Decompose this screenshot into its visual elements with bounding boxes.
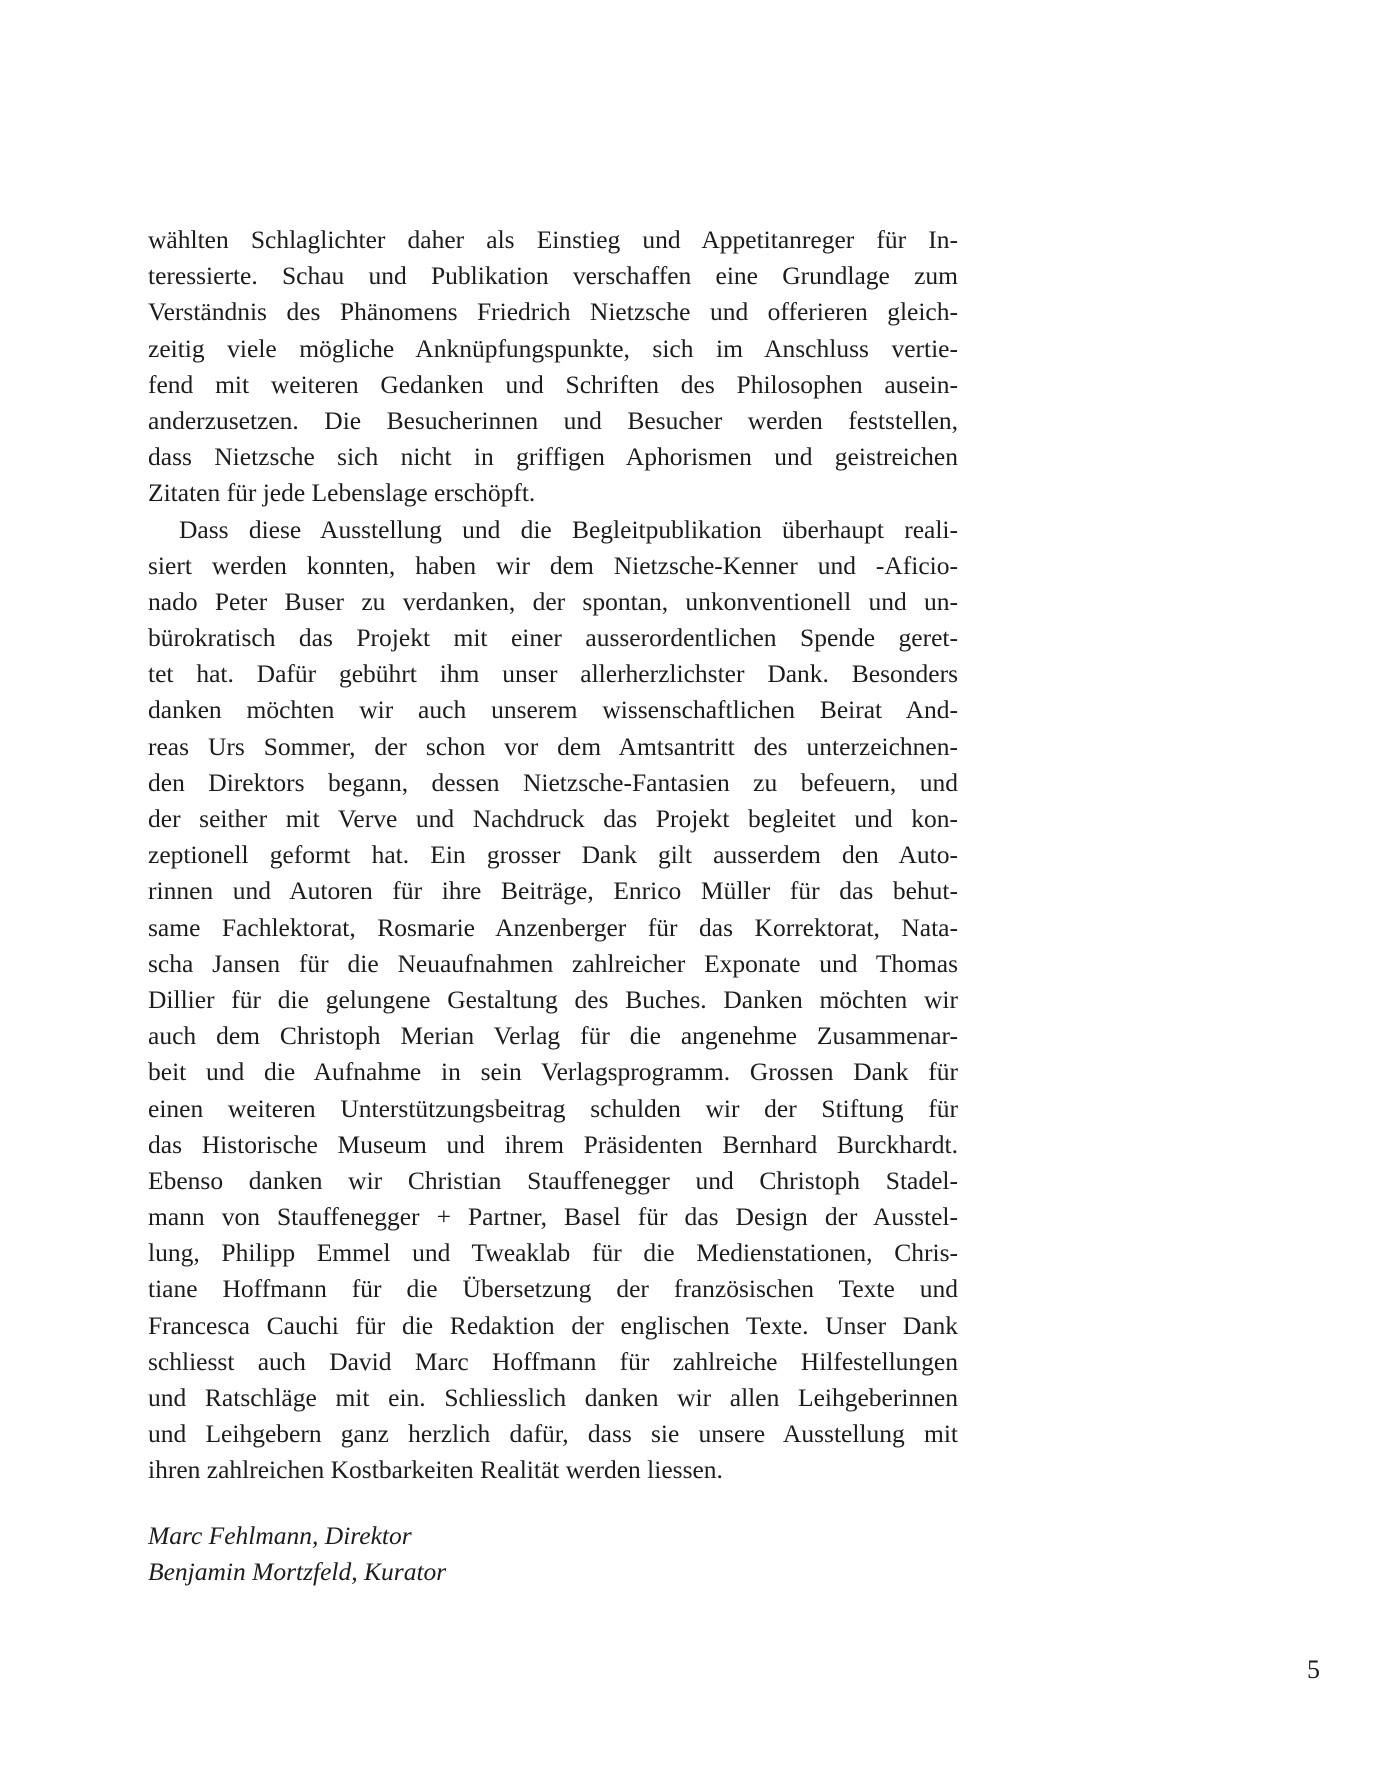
text-line: rinnen und Autoren für ihre Beiträge, Enrico Müller für das behut-: [148, 876, 958, 906]
text-line: Dillier für die gelungene Gestaltung des Buches. Danken möchten wir: [148, 984, 958, 1014]
signature-curator: Benjamin Mortzfeld, Kurator: [148, 1557, 447, 1587]
text-line: Francesca Cauchi für die Redaktion der englischen Texte. Unser Dank: [148, 1310, 958, 1340]
text-line: den Direktors begann, dessen Nietzsche-Fantasien zu befeuern, und: [148, 767, 958, 797]
signature-block: [148, 1518, 446, 1590]
text-line: lung, Philipp Emmel und Tweaklab für die Medienstationen, Chris-: [148, 1238, 958, 1268]
page-number: 5: [1307, 1655, 1320, 1684]
text-line: scha Jansen für die Neuaufnahmen zahlreicher Exponate und Thomas: [148, 948, 958, 978]
text-line: einen weiteren Unterstützungsbeitrag schulden wir der Stiftung für: [148, 1093, 958, 1123]
text-line: Dass diese Ausstellung und die Begleitpublikation überhaupt reali-: [179, 514, 958, 544]
text-line: Ebenso danken wir Christian Stauffenegger und Christoph Stadel-: [148, 1165, 958, 1195]
text-line: tet hat. Dafür gebührt ihm unser allerherzlichster Dank. Besonders: [148, 659, 958, 689]
text-line: fend mit weiteren Gedanken und Schriften des Philosophen ausein-: [148, 369, 958, 399]
text-line: reas Urs Sommer, der schon vor dem Amtsantritt des unterzeichnen-: [148, 731, 958, 761]
text-line: der seither mit Verve und Nachdruck das Projekt begleitet und kon-: [148, 804, 958, 833]
text-line: wählten Schlaglichter daher als Einstieg und Appetitanreger für In-: [148, 225, 958, 254]
text-line: beit und die Aufnahme in sein Verlagsprogramm. Grossen Dank für: [148, 1057, 958, 1087]
text-line: mann von Stauffenegger + Partner, Basel für das Design der Ausstel-: [148, 1202, 958, 1232]
text-line: nado Peter Buser zu verdanken, der spontan, unkonventionell und un-: [148, 586, 958, 616]
text-line: das Historische Museum und ihrem Präsidenten Bernhard Burckhardt.: [148, 1129, 958, 1159]
text-line: ihren zahlreichen Kostbarkeiten Realität werden liessen.: [148, 1455, 723, 1485]
text-line: Zitaten für jede Lebenslage erschöpft.: [148, 478, 536, 508]
text-line: danken möchten wir auch unserem wissenschaftlichen Beirat And-: [148, 695, 958, 725]
text-line: tiane Hoffmann für die Übersetzung der französischen Texte und: [148, 1274, 958, 1304]
text-line: Verständnis des Phänomens Friedrich Nietzsche und offerieren gleich-: [148, 297, 958, 327]
text-line: teressierte. Schau und Publikation verschaffen eine Grundlage zum: [148, 261, 958, 291]
text-line: schliesst auch David Marc Hoffmann für zahlreiche Hilfestellungen: [148, 1346, 958, 1376]
text-line: dass Nietzsche sich nicht in griffigen Aphorismen und geistreichen: [148, 442, 958, 472]
text-line: siert werden konnten, haben wir dem Nietzsche-Kenner und -Aficio-: [148, 550, 958, 580]
text-line: und Ratschläge mit ein. Schliesslich danken wir allen Leihgeberinnen: [148, 1383, 958, 1412]
text-line: bürokratisch das Projekt mit einer ausserordentlichen Spende geret-: [148, 623, 958, 653]
text-line: zeitig viele mögliche Anknüpfungspunkte, sich im Anschluss vertie-: [148, 333, 958, 363]
signature-director: Marc Fehlmann, Direktor: [148, 1521, 412, 1550]
text-line: zeptionell geformt hat. Ein grosser Dank gilt ausserdem den Auto-: [148, 840, 958, 870]
text-line: anderzusetzen. Die Besucherinnen und Besucher werden feststellen,: [148, 405, 958, 435]
text-line: und Leihgebern ganz herzlich dafür, dass sie unsere Ausstellung mit: [148, 1419, 958, 1449]
body-text: [148, 222, 958, 1489]
text-line: same Fachlektorat, Rosmarie Anzenberger für das Korrektorat, Nata-: [148, 912, 958, 942]
text-line: auch dem Christoph Merian Verlag für die angenehme Zusammenar-: [148, 1021, 958, 1051]
